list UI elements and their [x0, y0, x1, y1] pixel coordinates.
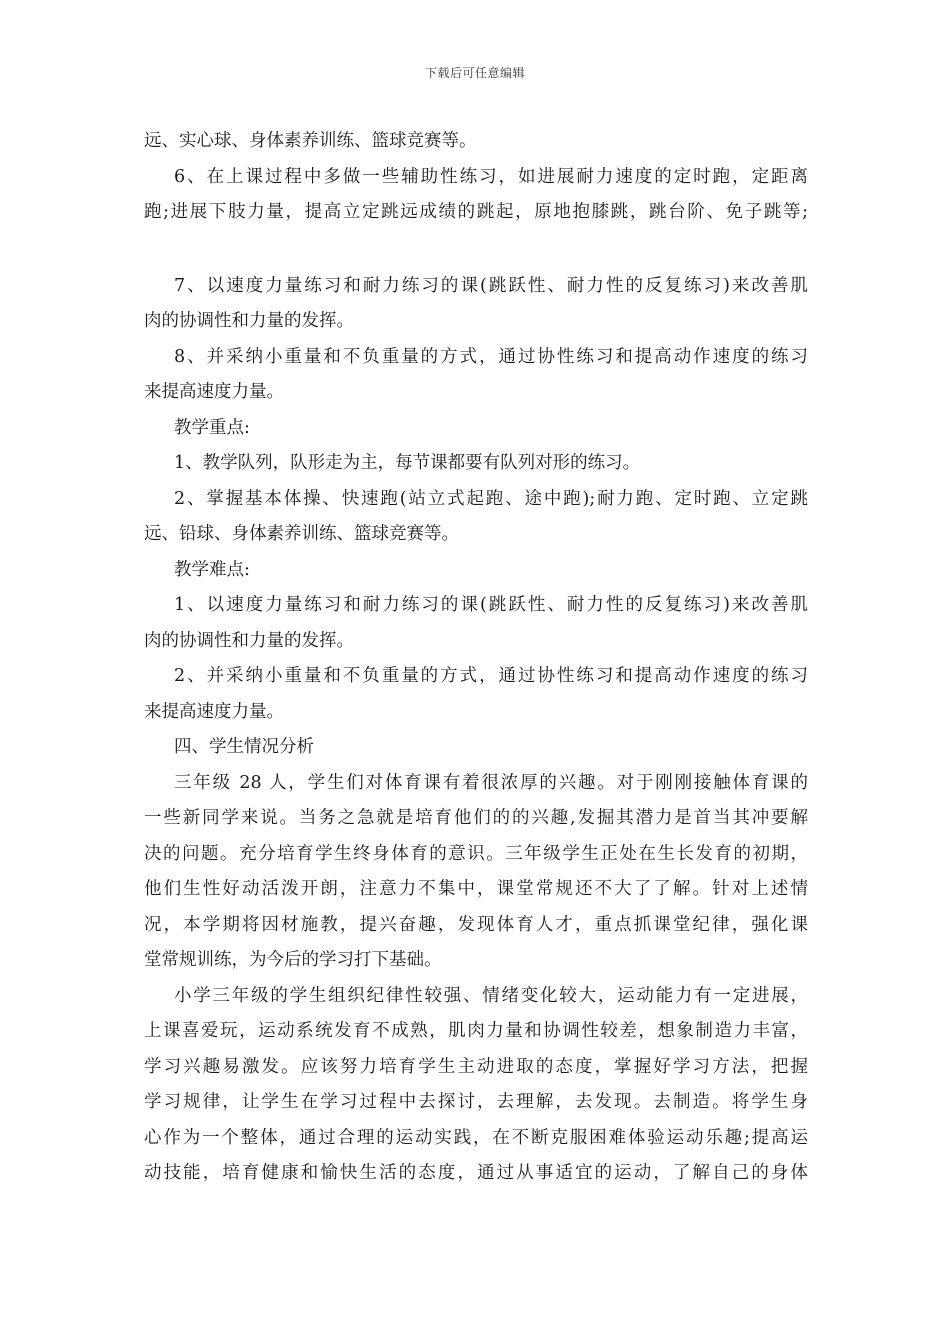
text-line: 教学重点: — [174, 417, 250, 438]
text-line: 他们生性好动活泼开朗，注意力不集中，课堂常规还不大了了解。针对上述情 — [144, 879, 808, 899]
text-line: 肉的协调性和力量的发挥。 — [144, 311, 354, 331]
text-line: 1、教学队列，队形走为主，每节课都要有队列对形的练习。 — [174, 453, 641, 473]
text-line: 来提高速度力量。 — [144, 382, 284, 402]
text-line: 堂常规训练，为今后的学习打下基础。 — [144, 950, 442, 970]
text-line: 2、并采纳小重量和不负重量的方式，通过协性练习和提高动作速度的练习 — [174, 666, 808, 686]
text-line: 教学难点: — [174, 559, 250, 580]
text-line: 远、实心球、身体素养训练、篮球竞赛等。 — [144, 131, 477, 151]
text-line: 来提高速度力量。 — [144, 701, 284, 722]
text-line: 三年级 28 人，学生们对体育课有着很浓厚的兴趣。对于刚刚接触体育课的 — [174, 772, 808, 793]
text-line: 7、以速度力量练习和耐力练习的课(跳跃性、耐力性的反复练习)来改善肌 — [174, 275, 808, 296]
text-line: 肉的协调性和力量的发挥。 — [144, 630, 354, 651]
text-line: 小学三年级的学生组织纪律性较强、情绪变化较大，运动能力有一定进展， — [174, 985, 808, 1006]
paragraph-gap — [144, 231, 808, 269]
text-line: 远、铅球、身体素养训练、篮球竞赛等。 — [144, 524, 459, 544]
text-line: 6、在上课过程中多做一些辅助性练习，如进展耐力速度的定时跑，定距离 — [174, 166, 808, 187]
page-header: 下载后可任意编辑 — [424, 66, 525, 80]
text-line: 一些新同学来说。当务之急就是培育他们的的兴趣,发掘其潜力是首当其冲要解 — [144, 808, 808, 828]
text-line: 动技能，培育健康和愉快生活的态度，通过从事适宜的运动，了解自己的身体 — [144, 1163, 808, 1183]
text-line: 学习规律，让学生在学习过程中去探讨，去理解，去发现。去制造。将学生身 — [144, 1092, 808, 1112]
text-line: 学习兴趣易激发。应该努力培育学生主动进取的态度，掌握好学习方法，把握 — [144, 1056, 808, 1077]
text-line: 决的问题。充分培育学生终身体育的意识。三年级学生正处在生长发育的初期， — [144, 843, 808, 864]
text-line: 况，本学期将因材施教，提兴奋趣，发现体育人才，重点抓课堂纪律，强化课 — [144, 914, 808, 935]
text-line: 8、并采纳小重量和不负重量的方式，通过协性练习和提高动作速度的练习 — [174, 346, 808, 367]
text-line: 2、掌握基本体操、快速跑(站立式起跑、途中跑);耐力跑、定时跑、立定跳 — [174, 488, 808, 509]
text-line: 上课喜爱玩，运动系统发育不成熟，肌肉力量和协调性较差，想象制造力丰富， — [144, 1021, 808, 1041]
text-line: 四、学生情况分析 — [174, 737, 314, 757]
text-line: 心作为一个整体，通过合理的运动实践，在不断克服困难体验运动乐趣;提高运 — [144, 1127, 808, 1148]
text-line: 1、以速度力量练习和耐力练习的课(跳跃性、耐力性的反复练习)来改善肌 — [174, 595, 808, 615]
text-line: 跑;进展下肢力量，提高立定跳远成绩的跳起，原地抱膝跳，跳台阶、免子跳等; — [144, 202, 808, 222]
document-body — [144, 124, 808, 1192]
